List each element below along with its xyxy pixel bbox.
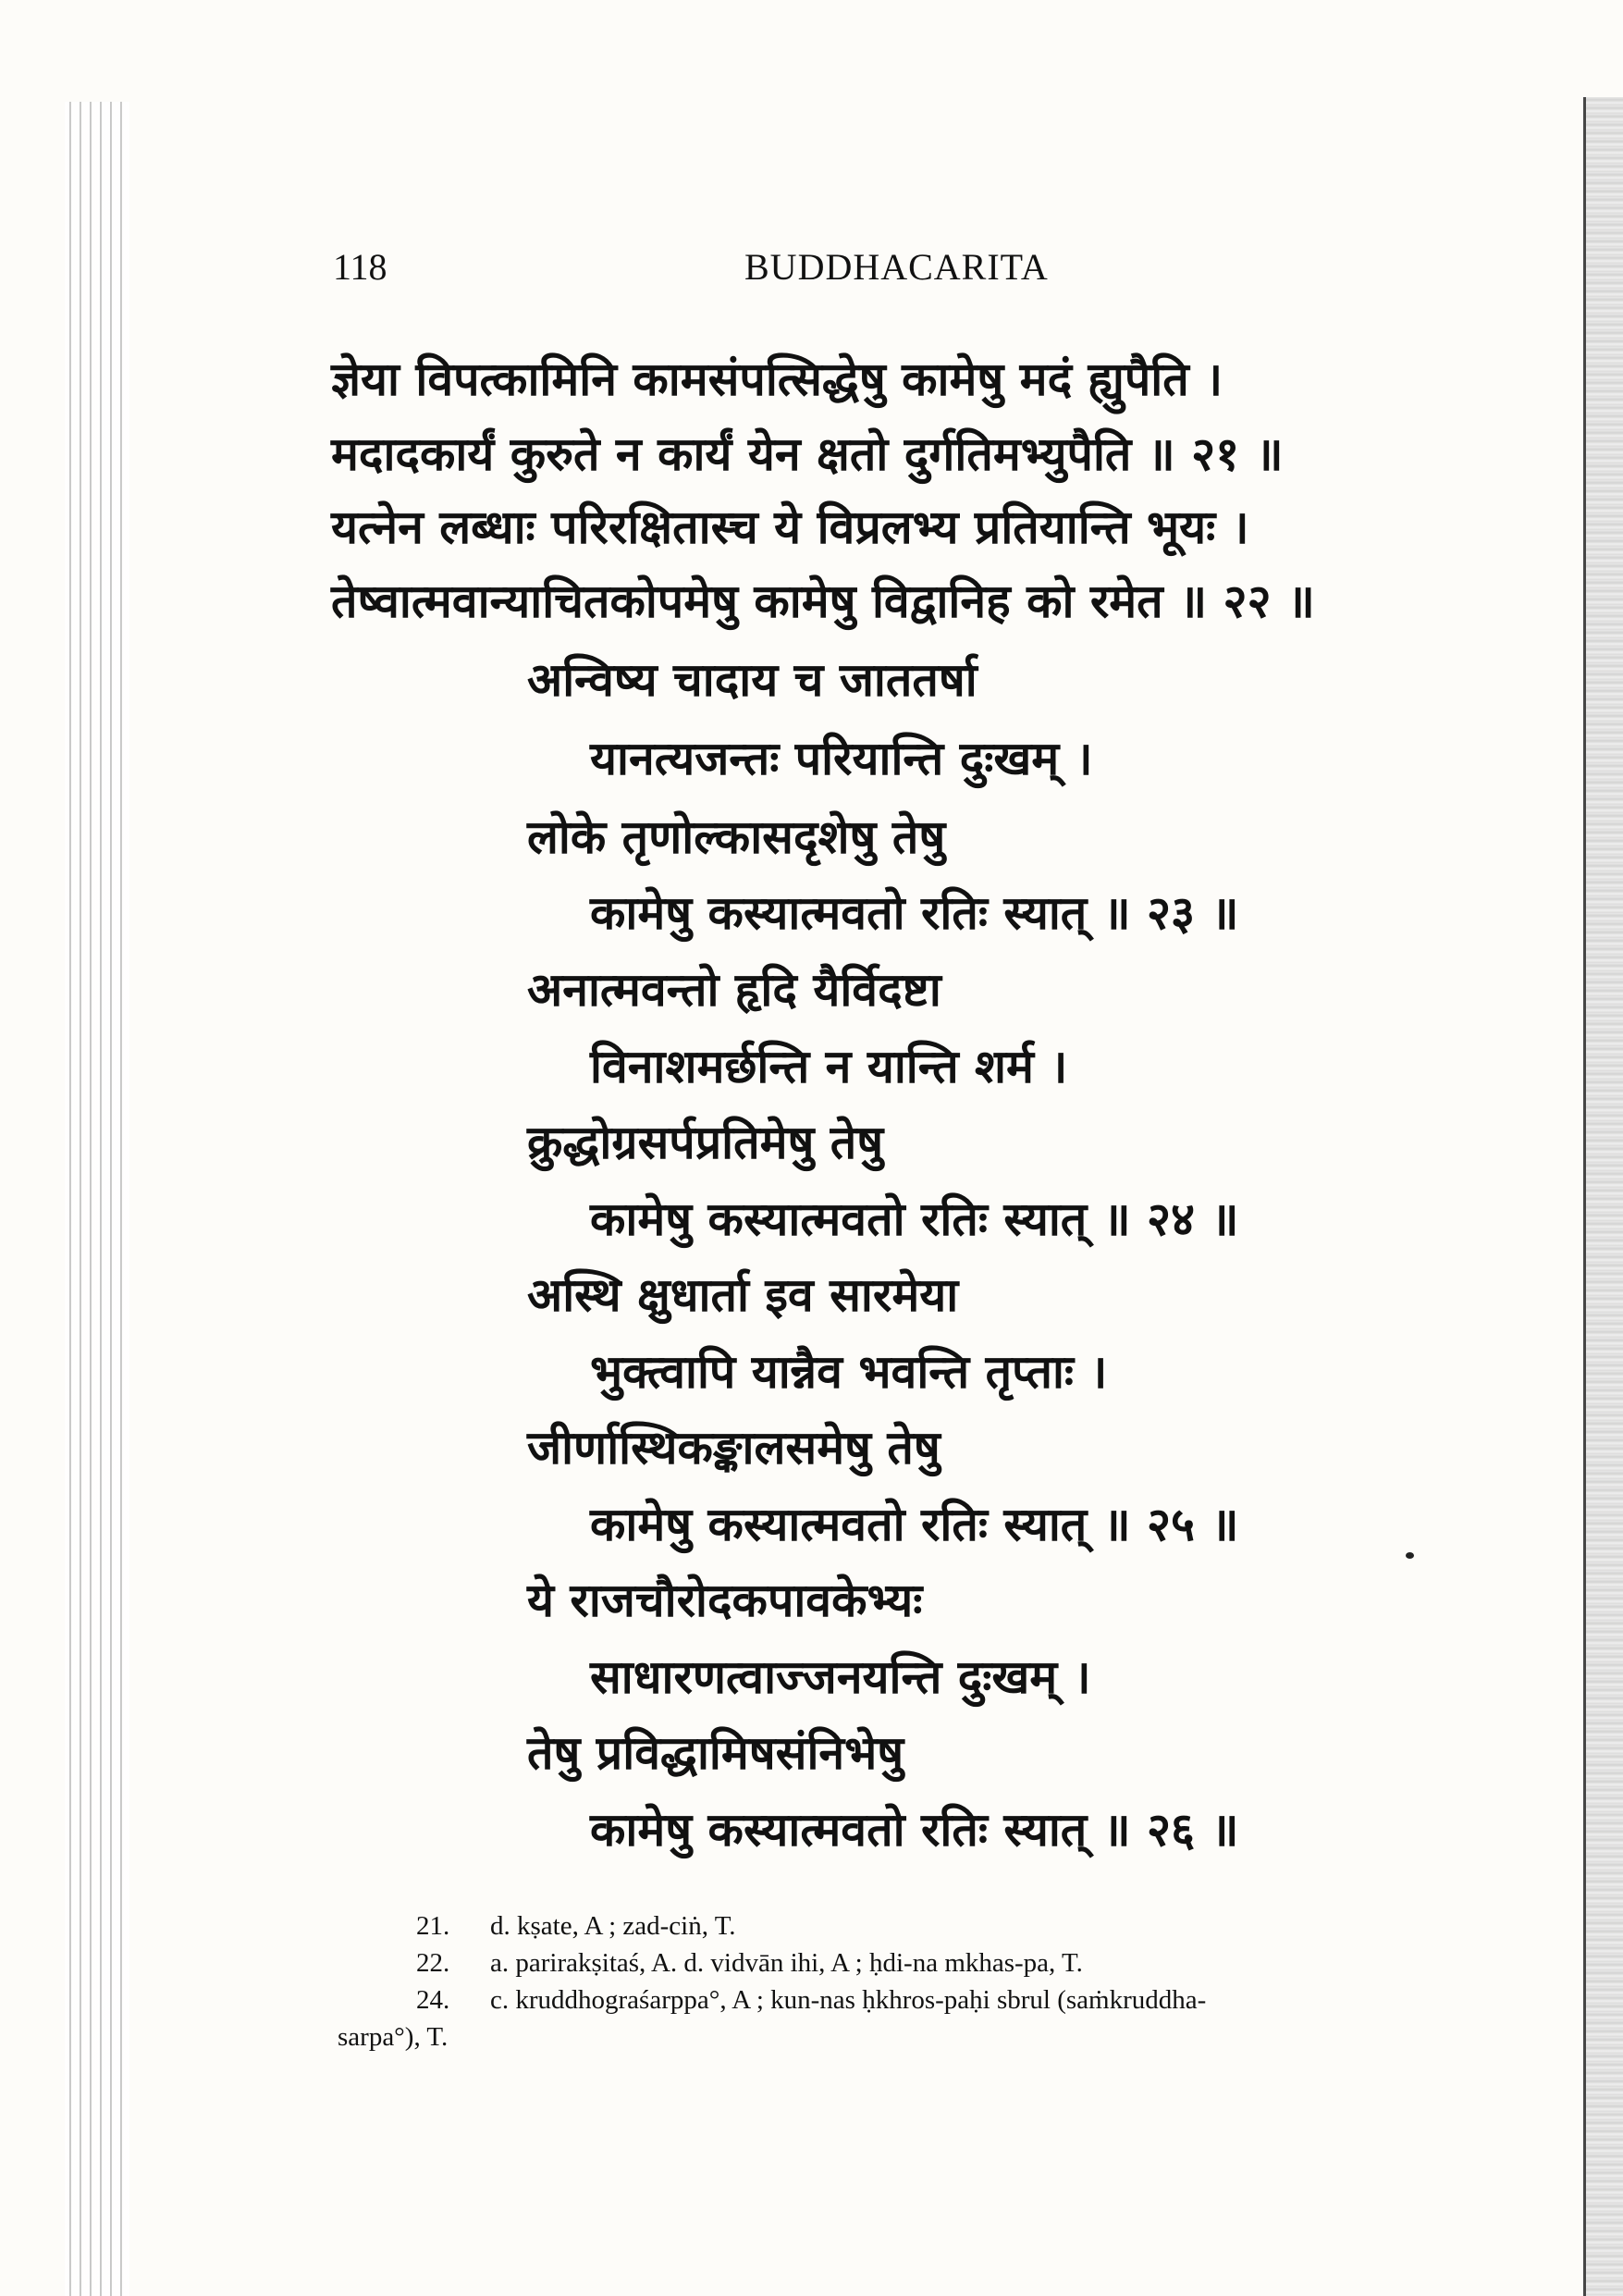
verse-line: भुक्त्वापि यान्नैव भवन्ति तृप्ताः । bbox=[590, 1345, 1108, 1399]
page-header bbox=[333, 245, 1248, 301]
running-title: BUDDHACARITA bbox=[744, 246, 1049, 288]
footnote bbox=[416, 1984, 1206, 2017]
verse-line: तेष्वात्मवान्याचितकोपमेषु कामेषु विद्वानिह को रमेत ॥ २२ ॥ bbox=[331, 574, 1315, 628]
footnote-continuation bbox=[338, 2021, 448, 2054]
verse-line: कामेषु कस्यात्मवतो रतिः स्यात् ॥ २४ ॥ bbox=[590, 1192, 1239, 1246]
footnote-text: d. kṣate, A ; zad-ciṅ, T. bbox=[490, 1911, 736, 1941]
ink-speck bbox=[1406, 1552, 1414, 1559]
footnote-text: a. parirakṣitaś, A. d. vidvān ihi, A ; ḥdi-na mkhas-pa, T. bbox=[490, 1948, 1083, 1978]
right-page-edge bbox=[1583, 97, 1623, 2296]
verse-line: लोके तृणोल्कासदृशेषु तेषु bbox=[527, 810, 946, 864]
verse-line: मदादकार्यं कुरुते न कार्यं येन क्षतो दुर्गतिमभ्युपैति ॥ २१ ॥ bbox=[331, 427, 1284, 481]
verse-line: कामेषु कस्यात्मवतो रतिः स्यात् ॥ २३ ॥ bbox=[590, 886, 1239, 940]
footnote bbox=[416, 1910, 736, 1943]
verse-line: ज्ञेया विपत्कामिनि कामसंपत्सिद्धेषु कामेषु मदं ह्युपैति । bbox=[331, 352, 1223, 406]
verse-line: तेषु प्रविद्धामिषसंनिभेषु bbox=[527, 1726, 904, 1780]
verse-line: विनाशमर्छन्ति न यान्ति शर्म । bbox=[590, 1040, 1068, 1093]
verse-line: अस्थि क्षुधार्ता इव सारमेया bbox=[527, 1268, 959, 1322]
verse-line: साधारणत्वाज्जनयन्ति दुःखम् । bbox=[590, 1650, 1091, 1704]
footnote bbox=[416, 1947, 1083, 1980]
verse-line: कामेषु कस्यात्मवतो रतिः स्यात् ॥ २६ ॥ bbox=[590, 1803, 1239, 1857]
footnote-text: c. kruddhograśarppa°, A ; kun-nas ḥkhros-paḥi sbrul (saṁkruddha- bbox=[490, 1985, 1207, 2015]
verse-line: यत्नेन लब्धाः परिरक्षितास्च ये विप्रलभ्य प्रतियान्ति भूयः । bbox=[331, 500, 1249, 554]
verse-line: जीर्णास्थिकङ्कालसमेषु तेषु bbox=[527, 1421, 941, 1475]
footnote-number: 24. bbox=[416, 1985, 450, 2015]
footnote-number: 22. bbox=[416, 1948, 450, 1978]
footnote-text: sarpa°), T. bbox=[338, 2022, 449, 2052]
footnote-number: 21. bbox=[416, 1911, 450, 1941]
verse-line: यानत्यजन्तः परियान्ति दुःखम् । bbox=[590, 732, 1093, 785]
verse-line: अनात्मवन्तो हृदि यैर्विदष्टा bbox=[527, 963, 941, 1017]
page-number: 118 bbox=[333, 246, 387, 288]
verse-line: कामेषु कस्यात्मवतो रतिः स्यात् ॥ २५ ॥ bbox=[590, 1498, 1239, 1551]
left-binding-gutter bbox=[65, 102, 129, 2296]
verse-line: क्रुद्धोग्रसर्पप्रतिमेषु तेषु bbox=[527, 1116, 884, 1169]
verse-line: अन्विष्य चादाय च जाततर्षा bbox=[527, 653, 977, 707]
verse-line: ये राजचौरोदकपावकेभ्यः bbox=[527, 1574, 923, 1627]
